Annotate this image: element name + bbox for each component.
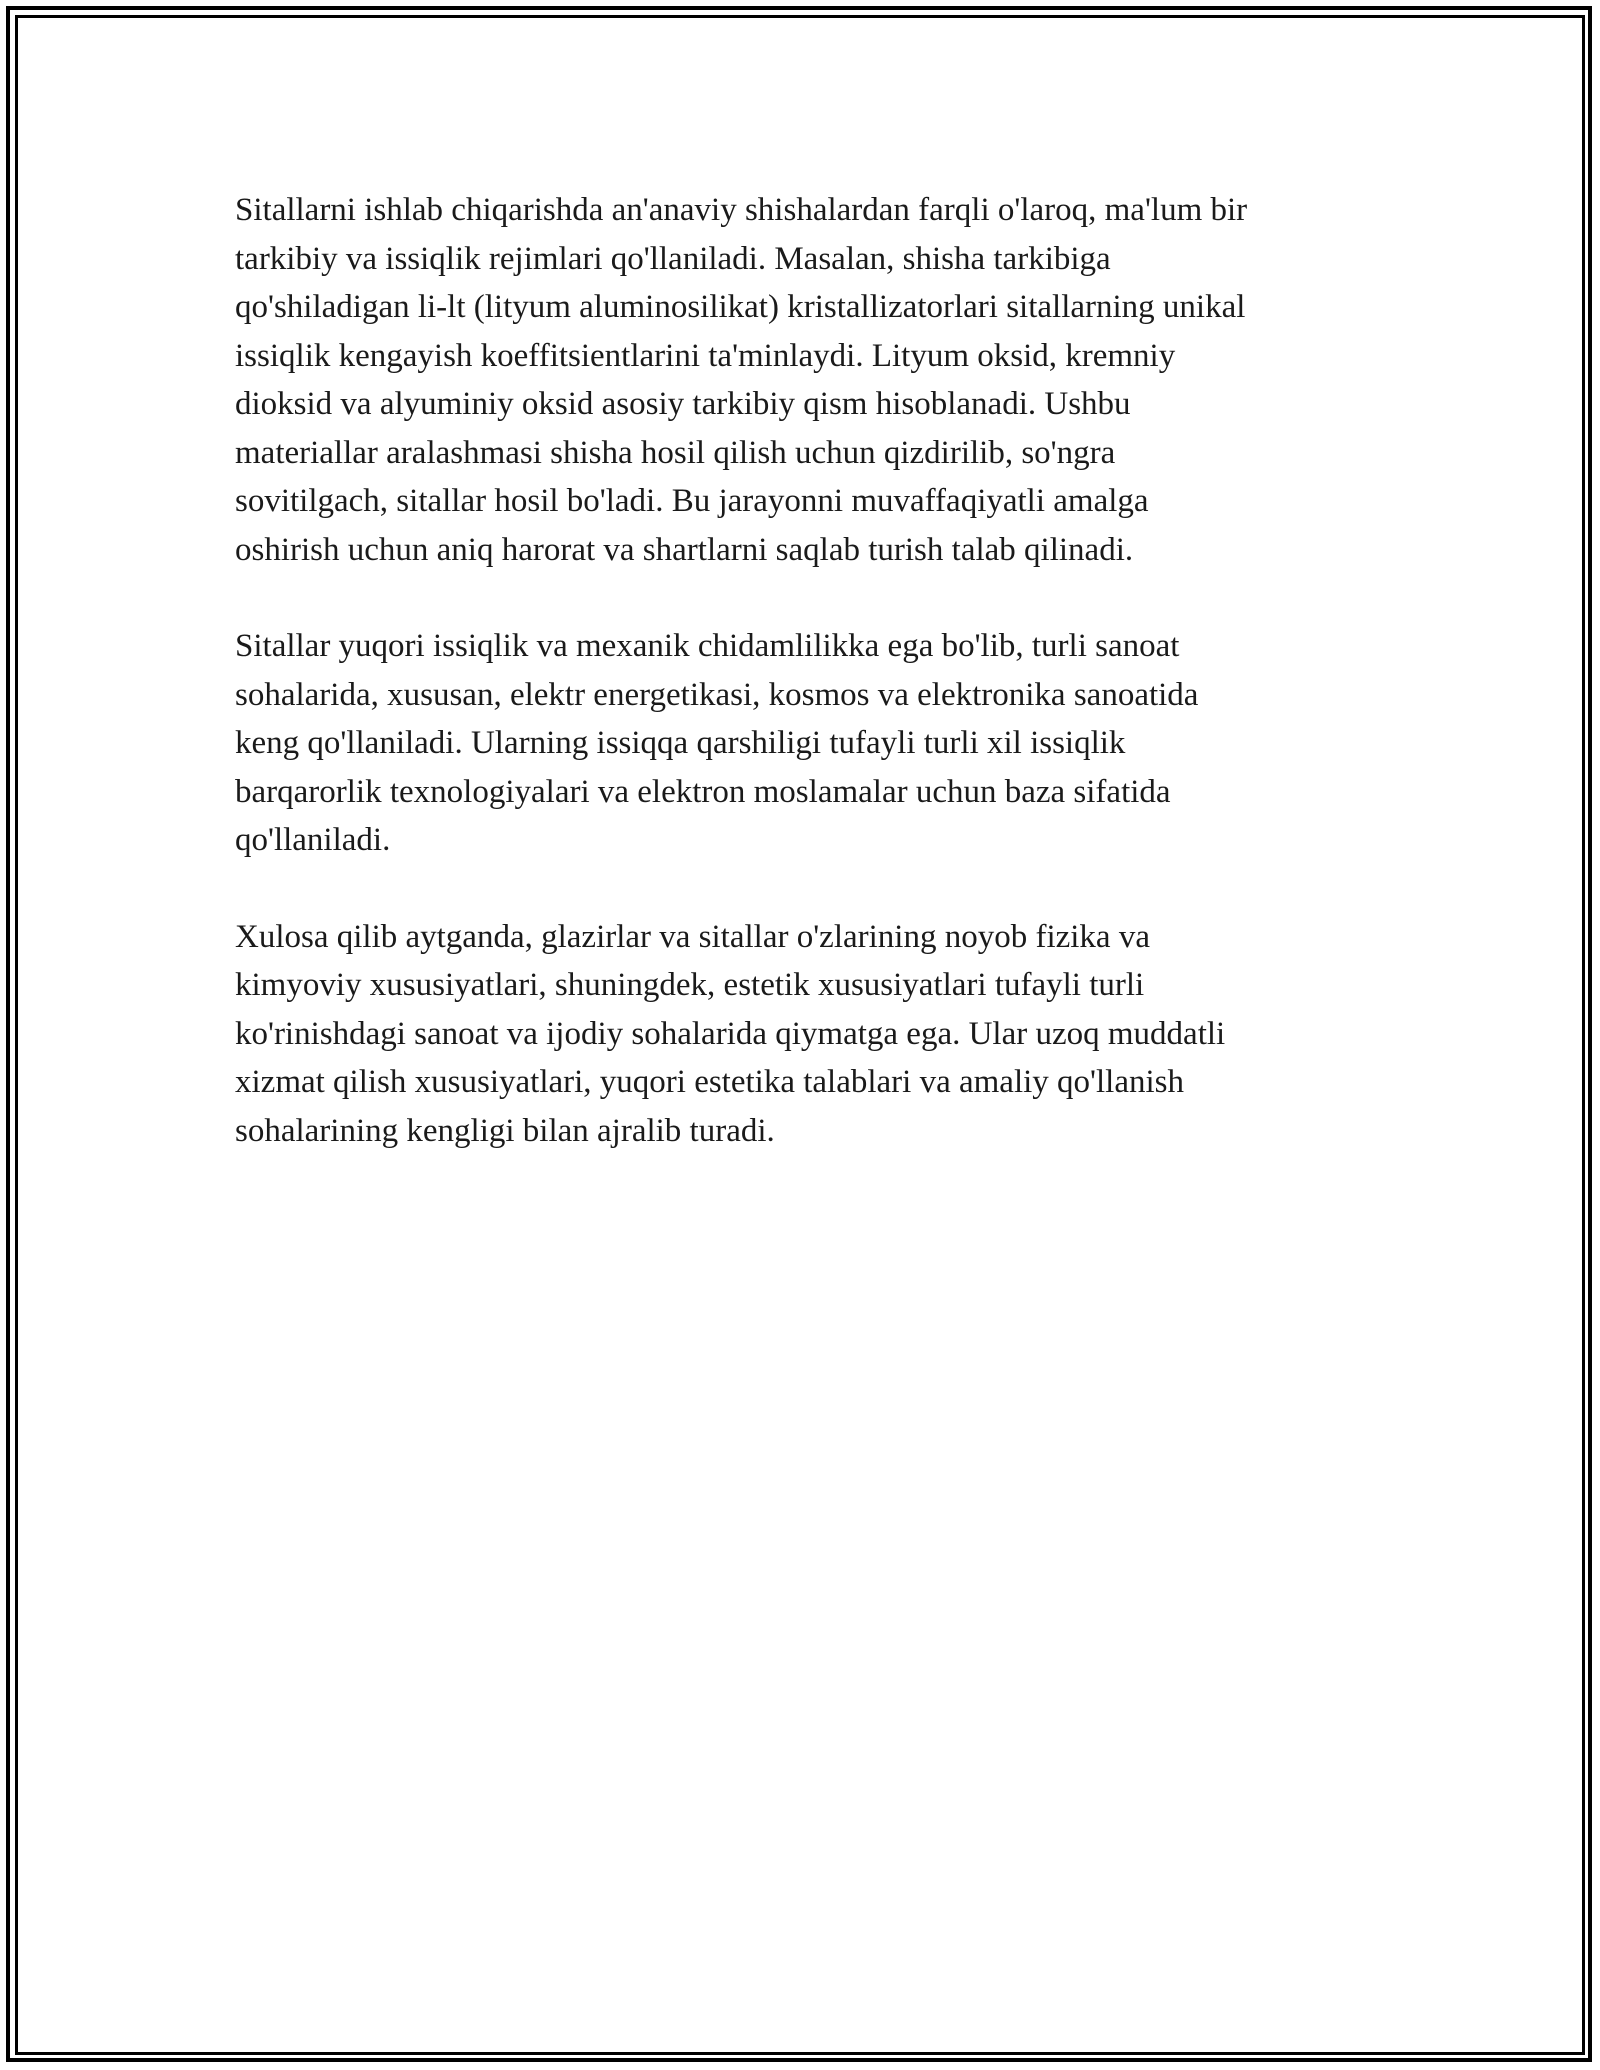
paragraph-1: Sitallarni ishlab chiqarishda an'anaviy shishalardan farqli o'laroq, ma'lum bir tarkibiy va issiqlik rejimlari qo'llaniladi. Masalan, shisha tarkibiga qo'shiladigan li-lt (lityum aluminosilikat) kristallizatorlari sitallarning unikal issiqlik kengayish koeffitsientlarini ta'minlaydi. Lityum oksid, kremniy dioksid va alyuminiy oksid asosiy tarkibiy qism hisoblanadi. Ushbu materiallar aralashmasi shisha hosil qilish uchun qizdirilib, so'ngra sovitilgach, sitallar hosil bo'ladi. Bu jarayonni muvaffaqiyatli amalga oshirish uchun aniq harorat va shartlarni saqlab turish talab qilinadi. [235, 192, 1248, 568]
paragraph-2: Sitallar yuqori issiqlik va mexanik chidamlilikka ega bo'lib, turli sanoat sohalarida, xususan, elektr energetikasi, kosmos va elektronika sanoatida keng qo'llaniladi. Ularning issiqqa qarshiligi tufayli turli xil issiqlik barqarorlik texnologiyalari va elektron moslamalar uchun baza sifatida qo'llaniladi. [235, 628, 1199, 858]
paragraph-3: Xulosa qilib aytganda, glazirlar va sitallar o'zlarining noyob fizika va kimyoviy xususiyatlari, shuningdek, estetik xususiyatlari tufayli turli ko'rinishdagi sanoat va ijodiy sohalarida qiymatga ega. Ular uzoq muddatli xizmat qilish xususiyatlari, yuqori estetika talablari va amaliy qo'llanish sohalarining kengligi bilan ajralib turadi. [235, 918, 1226, 1149]
document-body [235, 186, 1385, 1203]
